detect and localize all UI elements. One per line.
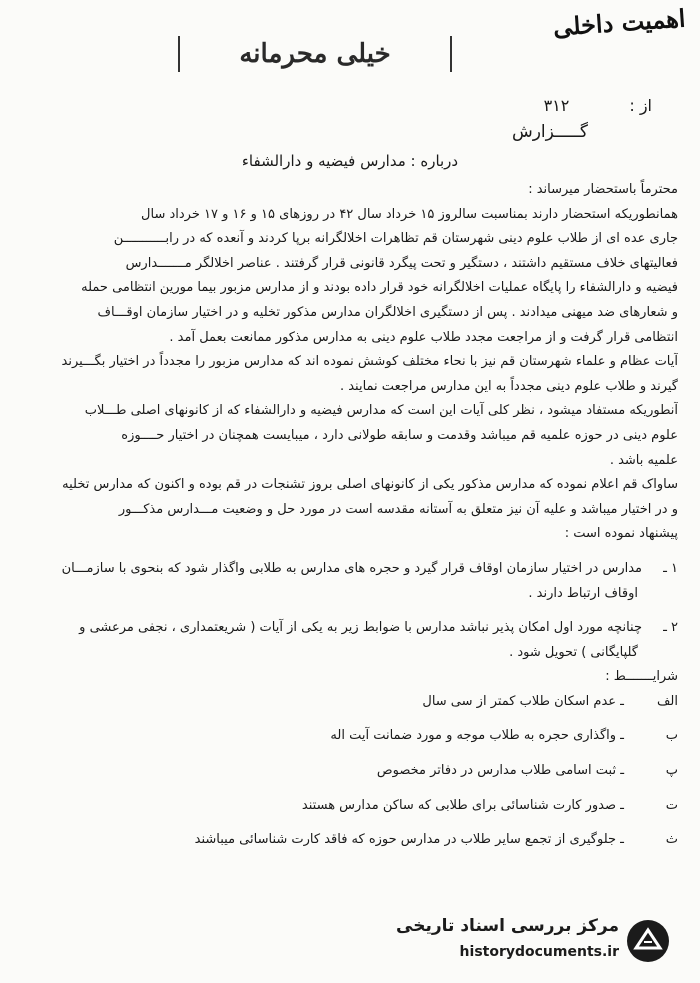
text-line: گیرند و طلاب علوم دینی مجدداً به این مدارس مراجعت نمایند . bbox=[339, 378, 678, 394]
reference-line bbox=[544, 96, 652, 115]
text-line: جاری عده ای از طلاب علوم دینی شهرستان قم تظاهرات اخلالگرانه برپا کردند و آنعده که در رابـــــــــــن bbox=[113, 231, 678, 247]
text-line: آنطوریکه مستفاد میشود ، نظر کلی آیات این است که مدارس فیضیه و دارالشفاء که از کانونهای اصلی طـــلاب bbox=[84, 403, 678, 419]
handwritten-priority-note: اهمیت داخلی bbox=[552, 3, 687, 42]
condition-text: ـ واگذاری حجره به طلاب موجه و مورد ضمانت آیت اله bbox=[330, 728, 624, 744]
condition-text: ـ عدم اسکان طلاب کمتر از سی سال bbox=[422, 693, 624, 709]
item-text-continued: اوقاف ارتباط دارند . bbox=[528, 585, 638, 601]
condition-text: ـ جلوگیری از تجمع سایر طلاب در مدارس حوزه که فاقد کارت شناسائی میباشند bbox=[194, 832, 624, 848]
classification-label: خیلی محرمانه bbox=[239, 39, 391, 69]
text-line: ساواک قم اعلام نموده که مدارس مذکور یکی از کانونهای اصلی بروز تشنجات در قم بوده و اکنون که مدارس تخلیه bbox=[62, 477, 678, 493]
item-text-continued: گلپایگانی ) تحویل شود . bbox=[509, 644, 638, 660]
condition-text: ـ ثبت اسامی طلاب مدارس در دفاتر مخصوص bbox=[376, 763, 624, 779]
reference-number: ۳۱۲ bbox=[543, 96, 570, 115]
subject-line: درباره : مدارس فیضیه و دارالشفاء bbox=[241, 152, 459, 170]
numbered-item bbox=[22, 616, 678, 641]
item-number: ۲ ـ bbox=[663, 620, 678, 636]
condition-letter: ت bbox=[665, 797, 678, 813]
stamp-divider bbox=[450, 36, 452, 72]
condition-item bbox=[22, 724, 678, 749]
paragraph bbox=[22, 350, 678, 399]
stamp-divider bbox=[178, 36, 180, 72]
paragraph bbox=[22, 203, 678, 351]
text-line: پیشنهاد نموده است : bbox=[564, 526, 678, 542]
item-number: ۱ ـ bbox=[663, 560, 678, 576]
classification-stamp bbox=[150, 30, 480, 78]
condition-item bbox=[22, 690, 678, 715]
condition-item bbox=[22, 794, 678, 819]
item-text: چنانچه مورد اول امکان پذیر نباشد مدارس با ضوابط زیر به یکی از آیات ( شریعتمداری ، نجفی مرعشی و bbox=[79, 620, 642, 636]
text-line: و در اختیار میباشد و علیه آن نیز متعلق به آستانه مقدسه است در مورد حل و وضعیت مـــدارس مذکـــور bbox=[118, 501, 678, 517]
paragraph bbox=[22, 473, 678, 547]
condition-letter: ب bbox=[665, 728, 678, 744]
report-heading: گـــــزارش bbox=[511, 122, 588, 142]
text-line: همانطوریکه استحضار دارند بمناسبت سالروز ۱۵ خرداد سال ۴۲ در روزهای ۱۵ و ۱۶ و ۱۷ خرداد سال bbox=[141, 206, 678, 222]
archive-url: historydocuments.ir bbox=[459, 944, 619, 960]
condition-letter: ث bbox=[665, 832, 678, 848]
condition-letter: پ bbox=[665, 763, 678, 779]
condition-item bbox=[22, 759, 678, 784]
numbered-item bbox=[22, 557, 678, 582]
text-line: انتظامی قرار گرفت و از مراجعت مجدد طلاب علوم دینی به مدارس مذکور ممانعت بعمل آمد . bbox=[169, 329, 678, 345]
archive-logo-icon bbox=[625, 918, 671, 964]
text-line: و شعارهای ضد میهنی میدادند . پس از دستگیری اخلالگران مدارس مذکور تخلیه و در اختیار سازمان اوقـــاف bbox=[97, 304, 678, 320]
salutation: محترماً باستحضار میرساند : bbox=[528, 182, 678, 197]
text-line: فعالیتهای خلاف مستقیم داشتند ، دستگیر و تحت پیگرد قانونی قرار گرفتند . عناصر اخلالگر مـــــــدارس bbox=[125, 255, 678, 271]
document-body bbox=[22, 178, 678, 853]
text-line: علوم دینی در حوزه علمیه قم میباشد وقدمت و سابقه طولانی دارد ، میبایست همچنان در اختیار حــــوزه bbox=[121, 427, 678, 443]
condition-item bbox=[22, 828, 678, 853]
text-line: آیات عظام و علماء شهرستان قم نیز با نحاء مختلف کوشش نموده اند که مدارس مزبور را مجدداً در اختیار بگـــیرند bbox=[61, 354, 678, 370]
reference-label: از : bbox=[629, 96, 652, 115]
text-line: فیضیه و دارالشفاء را پایگاه عملیات اخلالگرانه خود قرار داده بودند و از مدارس مزبور بیما مورین انتظامی حمله bbox=[81, 280, 678, 296]
archive-watermark bbox=[396, 912, 675, 972]
archive-name: مرکز بررسی اسناد تاریخی bbox=[396, 916, 619, 936]
paragraph bbox=[22, 399, 678, 473]
condition-text: ـ صدور کارت شناسائی برای طلابی که ساکن مدارس هستند bbox=[301, 797, 624, 813]
conditions-heading: شرایـــــــط : bbox=[605, 669, 678, 685]
condition-letter: الف bbox=[656, 693, 678, 709]
text-line: علمیه باشد . bbox=[609, 452, 678, 468]
item-text: مدارس در اختیار سازمان اوقاف قرار گیرد و حجره های مدارس به طلابی واگذار شود که بنحوی با سازمـــان bbox=[61, 560, 642, 576]
